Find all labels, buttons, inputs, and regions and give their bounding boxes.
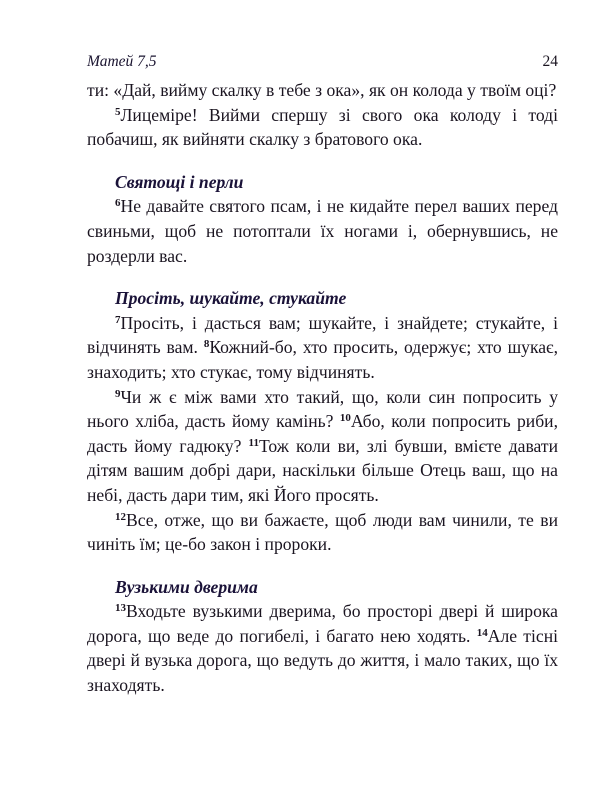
verse-paragraph	[87, 311, 558, 385]
verse-text: Або, коли попросить риби, дасть йому гадюку?	[87, 411, 558, 456]
verse-text: Кожний-бо, хто просить, одержує; хто шукає, знаходить; хто стукає, тому відчинять.	[87, 337, 558, 382]
verse-text: Не давайте святого псам, і не кидайте перел ваших перед свиньми, щоб не потоптали їх ногами і, обернувшись, не роздерли вас.	[87, 196, 558, 266]
section-ask-seek-knock	[87, 286, 558, 557]
verse-number: 10	[339, 412, 351, 425]
section-holy-things	[87, 170, 558, 268]
running-head	[87, 50, 558, 76]
paragraph-continuation	[87, 78, 558, 103]
verse-number: 8	[203, 338, 210, 351]
section-heading: Вузькими дверима	[115, 576, 258, 597]
book-page	[87, 50, 558, 698]
verse-paragraph	[87, 508, 558, 557]
verse-text: Але тісні двері й вузька дорога, що ведуть до життя, і мало таких, що їх знаходять.	[87, 625, 558, 696]
section-heading: Просіть, шукайте, стукайте	[115, 288, 347, 309]
paragraph-text: ти: «Дай, вийму скалку в тебе з ока», як он колода у твоїм оці?	[87, 80, 557, 100]
verse-number: 6	[115, 197, 121, 210]
verse-number: 9	[115, 387, 121, 400]
verse-paragraph	[87, 385, 558, 508]
verse-number: 13	[115, 602, 126, 615]
section-heading: Святощі і перли	[115, 171, 244, 192]
verse-number: 5	[115, 105, 121, 118]
verse-number: 7	[115, 313, 121, 326]
verse-text: Чи ж є між вами хто такий, що, коли син попросить у нього хліба, дасть йому камінь?	[87, 386, 558, 432]
verse-number: 11	[248, 436, 259, 449]
verse-text: Тож коли ви, злі бувши, вмієте давати дітям вашим добрі дари, наскільки більше Отець ваш, що на небі, дасть дари тим, які Його просять.	[87, 435, 558, 505]
page-number: 24	[542, 53, 558, 70]
section-narrow-gate	[87, 575, 558, 698]
verse-paragraph	[87, 103, 558, 152]
verse-number: 14	[476, 626, 488, 639]
verse-text: Просіть, і дасться вам; шукайте, і знайдете; стукайте, і відчинять вам.	[87, 312, 558, 358]
verse-text: Лицеміре! Вийми спершу зі свого ока колоду і тоді побачиш, як вийняти скалку з братового ока.	[87, 104, 558, 150]
verse-number: 12	[115, 510, 126, 523]
running-title: Матей 7,5	[87, 53, 157, 70]
verse-paragraph	[87, 194, 558, 268]
verse-paragraph	[87, 599, 558, 697]
verse-text: Все, отже, що ви бажаєте, щоб люди вам чинили, те ви чиніть їм; це-бо закон і пророки.	[87, 509, 558, 555]
verse-text: Входьте вузькими дверима, бо просторі двері й широка дорога, що веде до погибелі, і багато нею ходять.	[87, 601, 558, 646]
